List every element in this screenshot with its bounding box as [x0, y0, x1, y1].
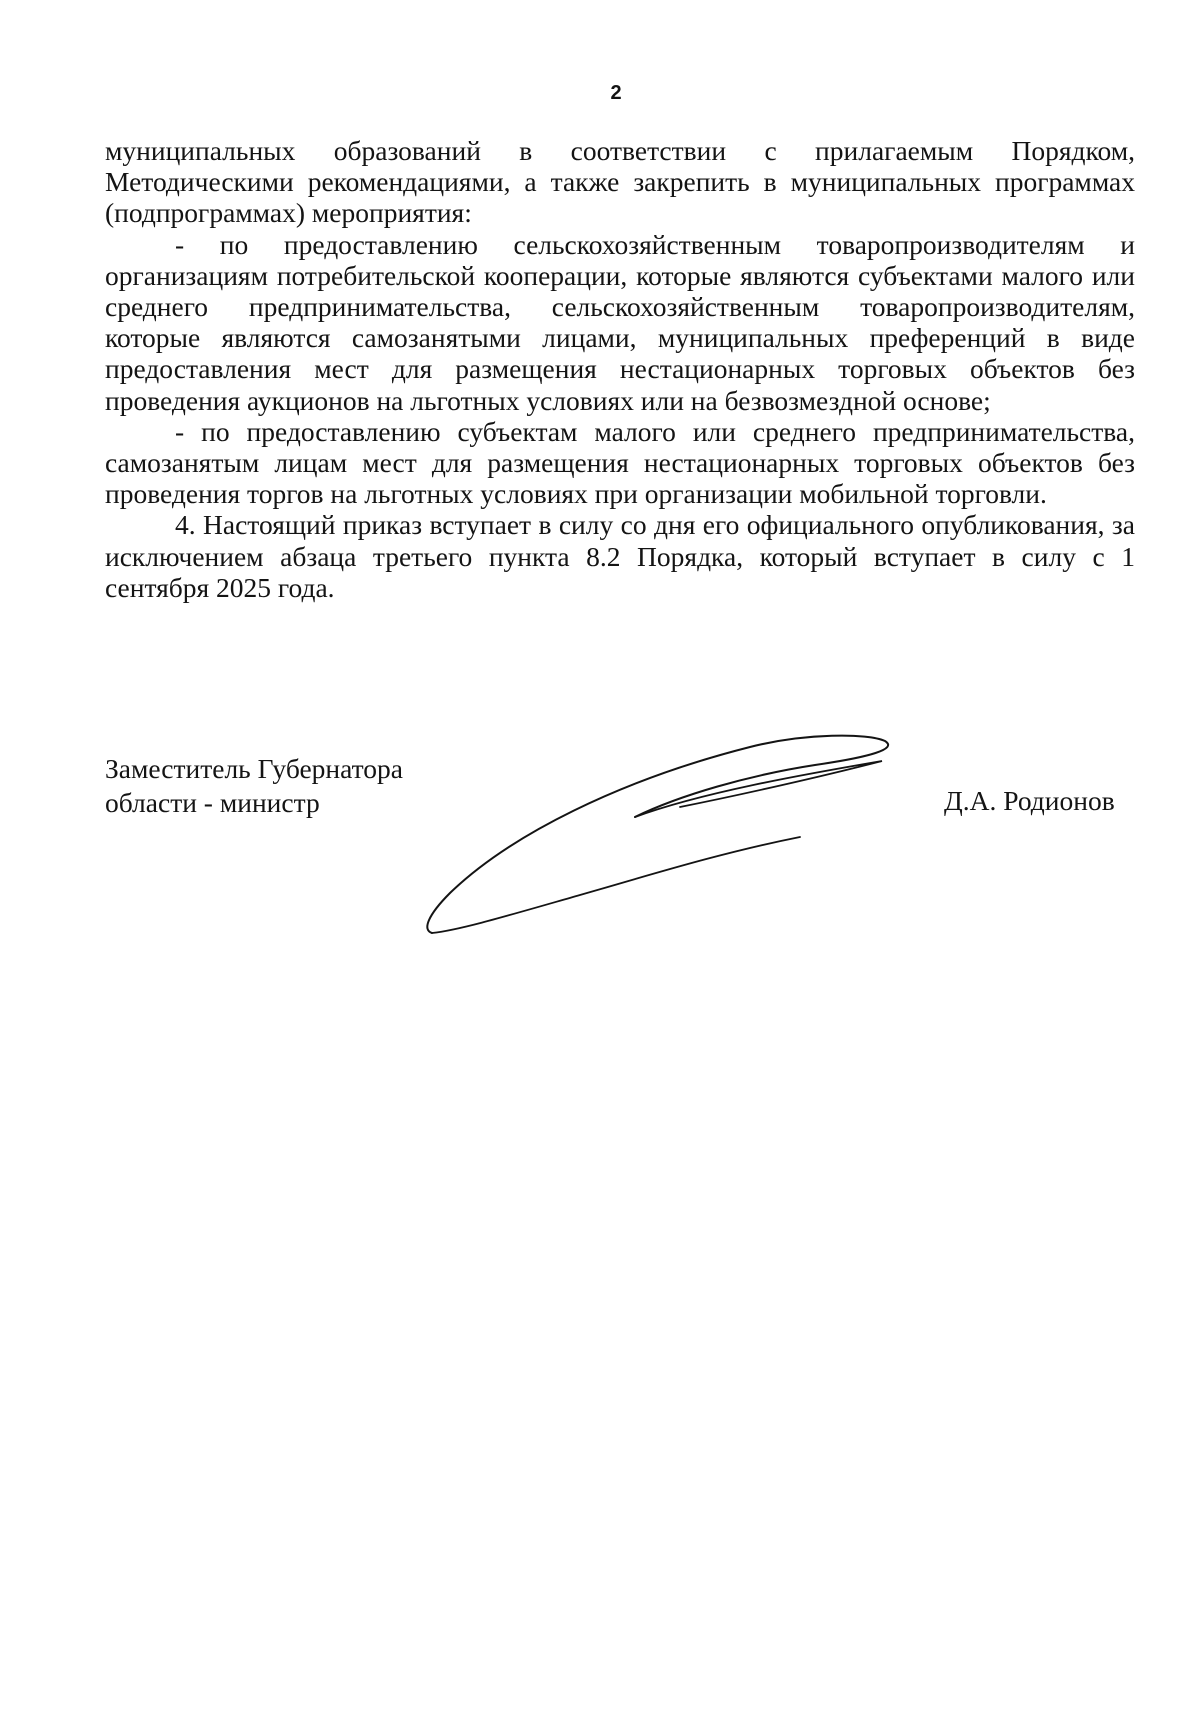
- document-body: [105, 135, 1135, 603]
- handwritten-signature: [420, 725, 910, 950]
- signatory-position: [105, 752, 403, 820]
- position-line-1: Заместитель Губернатора: [105, 753, 403, 784]
- bullet-paragraph-1: - по предоставлению сельскохозяйственным товаропроизводителям и организациям потребительской кооперации, которые являются субъектами малого или среднего предпринимательства, сельскохозяйственным товаропроизводителям, которые являются самозанятыми лицами, муниципальных преференций в виде предоставления мест для размещения нестационарных торговых объектов без проведения аукционов на льготных условиях или на безвозмездной основе;: [105, 228, 1135, 416]
- bullet-paragraph-2: - по предоставлению субъектам малого или среднего предпринимательства, самозанятым лицам мест для размещения нестационарных торговых объектов без проведения торгов на льготных условиях при организации мобильной торговли.: [105, 415, 1135, 510]
- intro-paragraph: муниципальных образований в соответствии с прилагаемым Порядком, Методическими рекомендациями, а также закрепить в муниципальных программах (подпрограммах) мероприятия:: [105, 135, 1135, 229]
- item-4-paragraph: 4. Настоящий приказ вступает в силу со дня его официального опубликования, за исключением абзаца третьего пункта 8.2 Порядка, который вступает в силу с 1 сентября 2025 года.: [105, 509, 1135, 603]
- signer-name: Д.А. Родионов: [944, 785, 1115, 816]
- page-number: 2: [610, 82, 622, 104]
- signature-stroke-main: [427, 736, 888, 933]
- position-line-2: области - министр: [105, 787, 320, 818]
- signature-stroke-tail: [432, 837, 800, 933]
